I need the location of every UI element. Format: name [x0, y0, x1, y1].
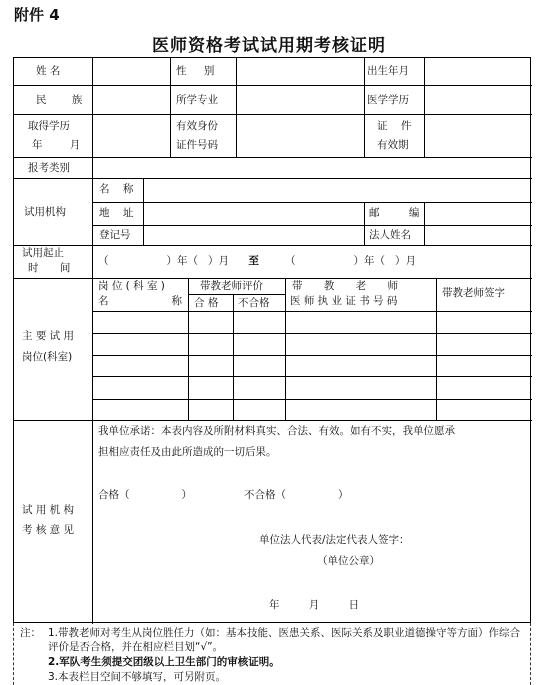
attachment-label: 附件 4	[14, 6, 60, 24]
form-title: 医师资格考试试用期考核证明	[152, 36, 386, 56]
col-fail: 不合格	[238, 297, 270, 309]
notes-label: 注：	[20, 627, 41, 639]
period-start[interactable]: （ ）年（ ）月 至	[98, 255, 259, 267]
label-inst-name: 名 称	[99, 183, 134, 195]
label-edu-line1: 取得学历	[28, 120, 70, 132]
note-2: 2.军队考生须提交团级以上卫生部门的审核证明。	[48, 656, 280, 668]
label-review-line1: 试 用 机 构	[22, 504, 75, 516]
legal-rep-field[interactable]	[425, 226, 531, 245]
label-posts-line2: 岗位(科室)	[22, 351, 73, 363]
col-pass: 合 格	[194, 297, 219, 309]
name-field[interactable]	[93, 59, 169, 85]
label-major: 所学专业	[176, 94, 218, 106]
label-id-line1: 有效身份	[176, 120, 218, 132]
notes-section	[13, 623, 531, 685]
review-date[interactable]: 年 月 日	[269, 599, 360, 611]
label-postcode: 邮 编	[369, 207, 420, 219]
pledge-line2: 担相应责任及由此所造成的一切后果。	[98, 446, 277, 458]
degree-field[interactable]	[425, 86, 531, 114]
label-review-line2: 考 核 意 见	[22, 524, 75, 536]
col-eval: 带教老师评价	[200, 280, 263, 292]
pledge-line1: 我单位承诺：本表内容及所附材料真实、合法、有效。如有不实，我单位愿承	[98, 425, 455, 437]
label-birth: 出生年月	[367, 65, 409, 77]
col-post-line2: 名 称	[98, 295, 182, 307]
label-institution: 试用机构	[24, 206, 66, 218]
label-reg-no: 登记号	[99, 229, 131, 241]
label-legal-rep: 法人姓名	[369, 229, 411, 241]
major-field[interactable]	[237, 86, 363, 114]
period-end[interactable]: （ ）年（ ）月	[285, 255, 416, 267]
label-posts-line1: 主 要 试 用	[22, 330, 75, 342]
postcode-field[interactable]	[425, 203, 531, 225]
label-edu-line2: 年 月	[32, 139, 81, 151]
label-name: 姓 名	[36, 65, 61, 77]
gender-field[interactable]	[237, 59, 363, 85]
label-period-line1: 试用起止	[22, 247, 64, 259]
label-gender: 性 别	[176, 65, 215, 77]
col-post-line1: 岗 位 ( 科 室 )	[98, 280, 165, 292]
label-period-line2: 时 间	[28, 262, 71, 274]
label-inst-address: 地 址	[99, 207, 134, 219]
reg-no-field[interactable]	[144, 226, 363, 245]
label-valid-line1: 证 件	[377, 120, 412, 132]
birth-field[interactable]	[425, 59, 531, 85]
assessment-form	[13, 57, 531, 623]
label-exam-type: 报考类别	[28, 162, 70, 174]
review-fail[interactable]: 不合格（ ）	[244, 489, 349, 501]
id-field[interactable]	[237, 115, 363, 157]
inst-address-field[interactable]	[144, 203, 363, 225]
label-id-line2: 证件号码	[176, 139, 218, 151]
ethnicity-field[interactable]	[93, 86, 169, 114]
col-sign: 带教老师签字	[442, 287, 505, 299]
label-degree: 医学学历	[367, 94, 409, 106]
col-teacher-line2: 医 师 执 业 证 书 号 码	[290, 295, 398, 307]
review-pass[interactable]: 合格（ ）	[98, 489, 192, 501]
review-seal: （单位公章）	[317, 555, 380, 567]
label-ethnicity: 民 族	[36, 94, 83, 106]
label-valid-line2: 有效期	[377, 139, 409, 151]
review-signature[interactable]: 单位法人代表/法定代表人签字：	[259, 534, 410, 546]
valid-field[interactable]	[425, 115, 531, 157]
exam-type-field[interactable]	[93, 158, 531, 178]
inst-name-field[interactable]	[144, 179, 531, 202]
edu-field[interactable]	[93, 115, 169, 157]
note-3: 3.本表栏目空间不够填写，可另附页。	[48, 671, 227, 683]
note-1: 1.带教老师对考生从岗位胜任力（如：基本技能、医患关系、医际关系及职业道德操守等方面）作综合评价是否合格，并在相应栏目划“√”。	[48, 627, 521, 653]
col-teacher-line1: 带 教 老 师	[292, 280, 399, 292]
